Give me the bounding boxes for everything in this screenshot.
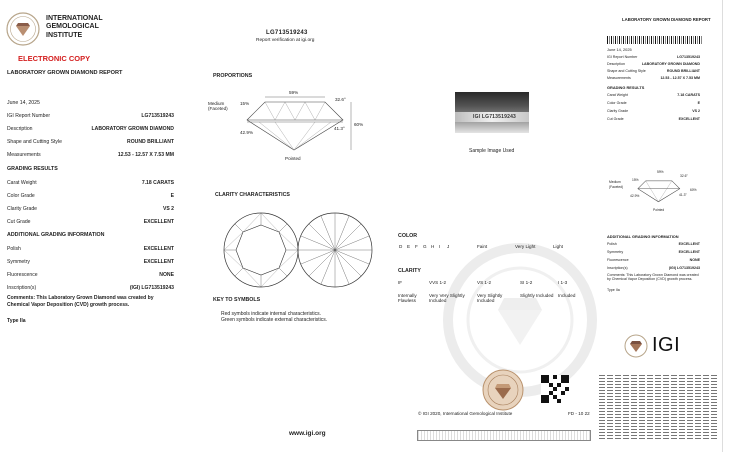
clarity-grade-if: IF bbox=[398, 280, 403, 285]
clarity-desc-if: Internally Flawless bbox=[398, 293, 417, 304]
electronic-copy-label: ELECTRONIC COPY bbox=[18, 54, 91, 63]
right-prop-faceted: (Faceted) bbox=[609, 185, 624, 189]
grading-color bbox=[7, 193, 174, 199]
field-label: IGI Report Number bbox=[607, 55, 638, 59]
field-value: ROUND BRILLIANT bbox=[127, 139, 174, 145]
prop-crown-pct: 15% bbox=[240, 101, 250, 106]
field-value: EXCELLENT bbox=[678, 117, 700, 121]
right-additional-polish bbox=[607, 242, 700, 246]
right-prop-pav-pct: 42.9% bbox=[630, 194, 640, 198]
field-value: E bbox=[697, 101, 700, 105]
org-line-3: INSTITUTE bbox=[46, 31, 83, 39]
barcode bbox=[607, 36, 703, 44]
field-label: Shape and Cutting Style bbox=[607, 69, 646, 73]
diamond-type: Type IIa bbox=[7, 318, 26, 324]
field-description bbox=[7, 126, 174, 132]
clarity-desc-vvs: Very Very Slightly Included bbox=[429, 293, 465, 304]
clarity-desc-i: Included bbox=[558, 293, 576, 298]
clarity-grade-vvs: VVS 1-2 bbox=[429, 280, 447, 285]
color-grade-g: G bbox=[423, 244, 427, 249]
report-title: LABORATORY GROWN DIAMOND REPORT bbox=[7, 70, 123, 76]
key-line-2: Green symbols indicate external characteristics. bbox=[221, 317, 328, 323]
key-to-symbols-title: KEY TO SYMBOLS bbox=[213, 297, 261, 303]
field-value: EXCELLENT bbox=[678, 250, 700, 254]
field-value: NONE bbox=[689, 258, 700, 262]
field-label: Inscription(s) bbox=[7, 285, 37, 291]
copyright-text: © IGI 2020, International Gemological Institute bbox=[418, 411, 513, 416]
field-measurements bbox=[7, 152, 174, 158]
field-label: Color Grade bbox=[7, 193, 35, 199]
additional-grading-title: ADDITIONAL GRADING INFORMATION bbox=[7, 232, 105, 238]
field-value: LG713519243 bbox=[141, 113, 174, 119]
color-group-very-light: Very Light bbox=[515, 244, 536, 249]
prop-crown-angle: 32.6° bbox=[335, 97, 346, 102]
org-line-2: GEMOLOGICAL bbox=[46, 23, 99, 31]
field-value: LABORATORY GROWN DIAMOND bbox=[641, 62, 700, 66]
grading-results-title: GRADING RESULTS bbox=[7, 166, 58, 172]
field-label: Carat Weight bbox=[607, 93, 628, 97]
diamond-plot-crown bbox=[222, 211, 300, 289]
website-text: www.igi.org bbox=[289, 430, 326, 437]
right-additional-inscription bbox=[607, 266, 700, 270]
field-value: VS 2 bbox=[692, 109, 700, 113]
right-prop-pav-angle: 41.3° bbox=[679, 193, 687, 197]
field-label: Shape and Cutting Style bbox=[7, 139, 62, 145]
color-group-faint: Faint bbox=[477, 244, 488, 249]
comments-text: Comments: This Laboratory Grown Diamond was created by Chemical Vapor Deposition (CVD) growth process. bbox=[7, 295, 154, 308]
right-grading-title: GRADING RESULTS bbox=[607, 85, 645, 90]
prop-medium: Medium bbox=[208, 101, 225, 106]
field-value: 12.53 - 12.57 X 7.53 MM bbox=[660, 76, 700, 80]
field-label: Carat Weight bbox=[7, 180, 37, 186]
right-panel-title: LABORATORY GROWN DIAMOND REPORT bbox=[622, 17, 711, 22]
field-shape bbox=[7, 139, 174, 145]
right-prop-culet: Pointed bbox=[653, 208, 665, 212]
field-value: 12.53 - 12.57 X 7.53 MM bbox=[117, 152, 174, 158]
security-strip bbox=[417, 430, 591, 441]
field-value: LABORATORY GROWN DIAMOND bbox=[91, 126, 174, 132]
field-value: EXCELLENT bbox=[143, 259, 174, 265]
right-prop-crown-pct: 15% bbox=[632, 178, 639, 182]
right-additional-symmetry bbox=[607, 250, 700, 254]
right-prop-medium: Medium bbox=[609, 180, 621, 184]
color-grade-j: J bbox=[447, 244, 450, 249]
grading-cut bbox=[7, 219, 174, 225]
field-value: (IGI) LG713519243 bbox=[129, 285, 174, 291]
report-number-heading: LG713519243 bbox=[266, 30, 308, 36]
field-value: ROUND BRILLIANT bbox=[666, 69, 700, 73]
qr-code-icon bbox=[541, 375, 569, 403]
color-group-light: Light bbox=[553, 244, 563, 249]
field-value: EXCELLENT bbox=[143, 219, 174, 225]
field-value: 7.18 CARATS bbox=[141, 180, 174, 186]
field-label: Measurements bbox=[607, 76, 631, 80]
field-report-number bbox=[7, 113, 174, 119]
field-label: Symmetry bbox=[7, 259, 30, 265]
additional-fluorescence bbox=[7, 272, 174, 278]
right-prop-depth: 60% bbox=[690, 188, 697, 192]
clarity-grade-i: I 1-3 bbox=[558, 280, 568, 285]
right-type: Type IIa bbox=[607, 288, 620, 292]
sample-inscription: IGI LG713519243 bbox=[473, 114, 517, 120]
clarity-desc-si: Slightly Included bbox=[520, 293, 554, 298]
sample-image bbox=[455, 92, 529, 133]
right-additional-fluorescence bbox=[607, 258, 700, 262]
igi-logo-seal bbox=[624, 334, 648, 358]
key-line-1: Red symbols indicate internal characteristics. bbox=[221, 311, 322, 317]
field-label: Polish bbox=[607, 242, 617, 246]
field-label: Fluorescence bbox=[607, 258, 629, 262]
additional-polish bbox=[7, 246, 174, 252]
field-value: EXCELLENT bbox=[678, 242, 700, 246]
field-label: Cut Grade bbox=[607, 117, 624, 121]
clarity-scale-title: CLARITY bbox=[398, 268, 421, 274]
form-code: FD - 10 22 bbox=[568, 411, 590, 416]
igi-seal-logo bbox=[6, 12, 40, 46]
right-additional-title: ADDITIONAL GRADING INFORMATION bbox=[607, 234, 679, 239]
field-label: Color Grade bbox=[607, 101, 627, 105]
clarity-grade-si: SI 1-2 bbox=[520, 280, 533, 285]
field-value: 7.18 CARATS bbox=[677, 93, 700, 97]
field-value: E bbox=[170, 193, 174, 199]
right-date: June 14, 2025 bbox=[607, 47, 632, 52]
right-panel-divider bbox=[722, 0, 723, 452]
right-field-report-number bbox=[607, 55, 700, 59]
field-label: Description bbox=[607, 62, 625, 66]
report-date: June 14, 2025 bbox=[7, 100, 40, 106]
clarity-grade-vs: VS 1-2 bbox=[477, 280, 492, 285]
field-label: IGI Report Number bbox=[7, 113, 51, 119]
field-value: VS 2 bbox=[162, 206, 174, 212]
org-name bbox=[46, 15, 103, 40]
additional-inscription bbox=[7, 285, 174, 291]
right-grading-cut bbox=[607, 117, 700, 121]
hologram-seal bbox=[482, 369, 524, 411]
color-scale-title: COLOR bbox=[398, 233, 418, 239]
org-line-1: INTERNATIONAL bbox=[46, 15, 103, 22]
prop-depth: 60% bbox=[354, 122, 364, 127]
color-grade-h: H bbox=[431, 244, 435, 249]
right-field-description bbox=[607, 62, 700, 66]
right-prop-table: 59% bbox=[657, 170, 664, 174]
field-label: Fluorescence bbox=[7, 272, 38, 278]
right-prop-crown: 32.6° bbox=[680, 174, 688, 178]
field-label: Cut Grade bbox=[7, 219, 31, 225]
color-grade-d: D bbox=[399, 244, 403, 249]
prop-pavilion-angle: 41.3° bbox=[334, 126, 345, 131]
field-value: NONE bbox=[159, 272, 174, 278]
grading-clarity bbox=[7, 206, 174, 212]
prop-table: 59% bbox=[289, 90, 299, 95]
field-value: (IGI) LG713519243 bbox=[668, 266, 700, 270]
field-label: Clarity Grade bbox=[7, 206, 38, 212]
field-label: Description bbox=[7, 126, 33, 132]
diamond-plot-pavilion bbox=[296, 211, 374, 289]
right-proportions-diagram bbox=[637, 175, 685, 205]
field-value: EXCELLENT bbox=[143, 246, 174, 252]
prop-culet: Pointed bbox=[285, 156, 301, 161]
color-grade-i: I bbox=[439, 244, 441, 249]
field-label: Clarity Grade bbox=[607, 109, 629, 113]
color-grade-f: F bbox=[415, 244, 418, 249]
right-grading-color bbox=[607, 101, 700, 105]
prop-pavilion-pct: 42.9% bbox=[240, 130, 254, 135]
prop-faceted: (Faceted) bbox=[208, 106, 228, 111]
verification-text: Report verification at igi.org bbox=[256, 38, 315, 43]
field-value: LG713519243 bbox=[677, 55, 700, 59]
right-field-measurements bbox=[607, 76, 700, 80]
right-grading-carat bbox=[607, 93, 700, 97]
right-field-shape bbox=[607, 69, 700, 73]
field-label: Measurements bbox=[7, 152, 41, 158]
igi-logo-text: IGI bbox=[652, 334, 681, 356]
clarity-desc-vs: Very Slightly Included bbox=[477, 293, 503, 304]
security-microtext-block bbox=[599, 375, 719, 439]
right-comments: Comments: This Laboratory Grown Diamond was created by Chemical Vapor Deposition (CVD) growth process. bbox=[607, 273, 699, 282]
sample-image-caption: Sample Image Used bbox=[469, 148, 515, 154]
field-label: Inscription(s) bbox=[607, 266, 628, 270]
clarity-characteristics-title: CLARITY CHARACTERISTICS bbox=[215, 192, 290, 198]
grading-carat bbox=[7, 180, 174, 186]
additional-symmetry bbox=[7, 259, 174, 265]
color-grade-e: E bbox=[407, 244, 411, 249]
field-label: Polish bbox=[7, 246, 21, 252]
field-label: Symmetry bbox=[607, 250, 624, 254]
right-grading-clarity bbox=[607, 109, 700, 113]
proportions-title: PROPORTIONS bbox=[213, 73, 253, 79]
